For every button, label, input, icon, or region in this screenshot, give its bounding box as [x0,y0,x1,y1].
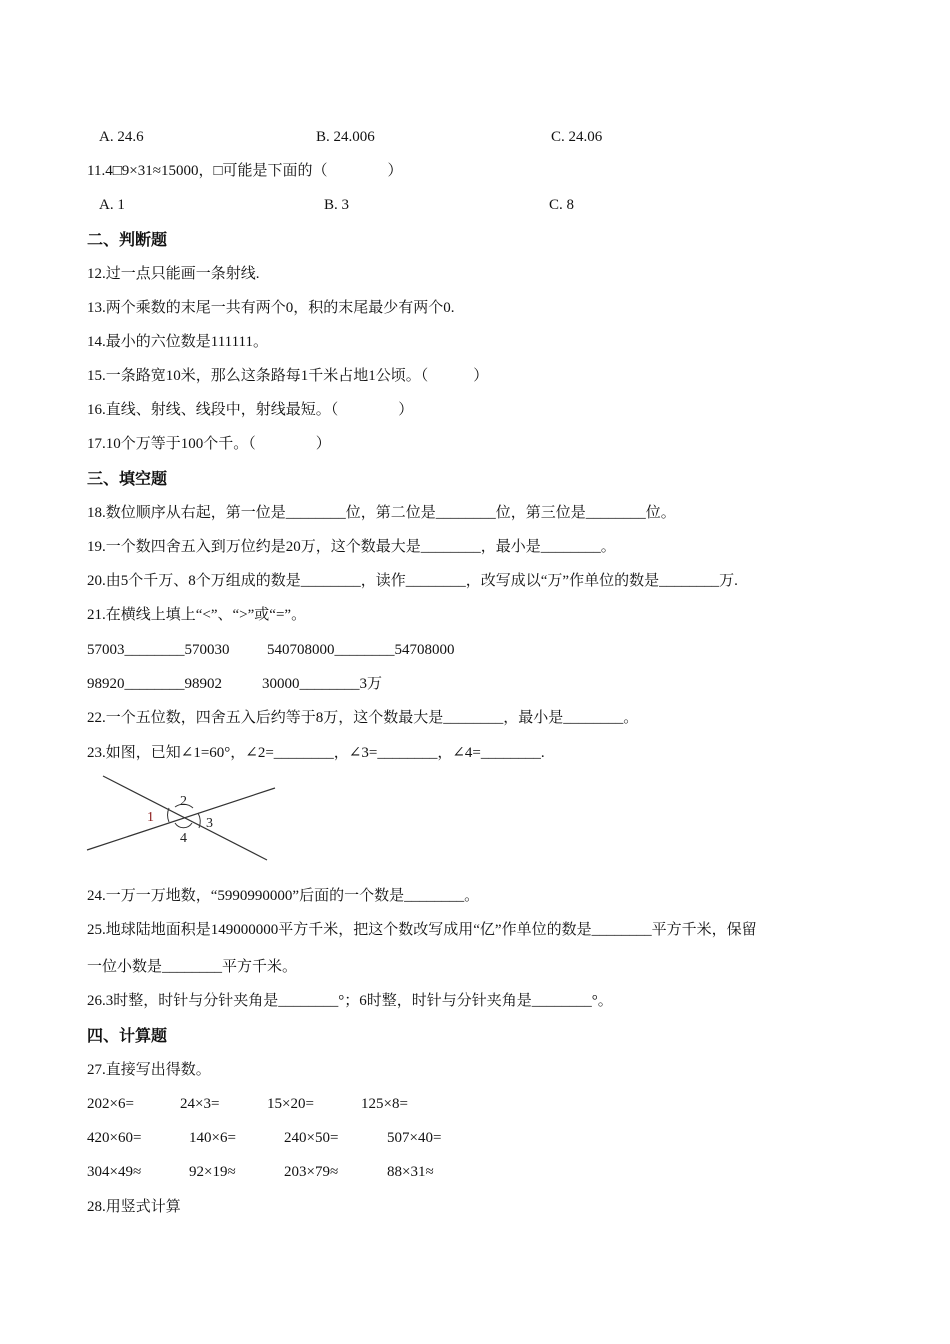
question-24: 24.一万一万地数，“5990990000”后面的一个数是________。 [87,888,480,904]
calc-cell: 507×40= [387,1130,442,1146]
question-25-line-2: 一位小数是________平方千米。 [87,959,298,975]
q11-option-a: A. 1 [99,197,125,213]
question-12: 12.过一点只能画一条射线. [87,266,260,282]
calc-cell: 88×31≈ [387,1164,434,1180]
question-27: 27.直接写出得数。 [87,1062,211,1078]
section-title-calculation: 四、计算题 [87,1026,168,1045]
section-title-fill-blank: 三、填空题 [87,469,168,488]
question-23: 23.如图，已知∠1=60°，∠2=________，∠3=________，∠4=________. [87,745,545,761]
angle-label-1: 1 [147,810,154,825]
calc-cell: 15×20= [267,1096,314,1112]
question-18: 18.数位顺序从右起，第一位是________位，第二位是________位，第三位是________位。 [87,505,676,521]
calc-cell: 92×19≈ [189,1164,236,1180]
calc-cell: 304×49≈ [87,1164,142,1180]
question-15: 15.一条路宽10米，那么这条路每1千米占地1公顷。（ ） [87,368,489,384]
question-19: 19.一个数四舍五入到万位约是20万，这个数最大是________，最小是________。 [87,539,616,555]
q10-option-a: A. 24.6 [99,129,144,145]
question-21: 21.在横线上填上“<”、“>”或“=”。 [87,607,307,623]
question-16: 16.直线、射线、线段中，射线最短。（ ） [87,402,414,418]
q11-option-b: B. 3 [324,197,350,213]
angle-arc-4 [175,823,192,828]
question-17: 17.10个万等于100个千。（ ） [87,436,331,452]
angle-label-2: 2 [180,794,187,809]
q11-stem: 11.4□9×31≈15000，□可能是下面的（ ） [87,163,403,179]
angle-label-3: 3 [206,816,213,831]
calc-cell: 140×6= [189,1130,236,1146]
q10-option-c: C. 24.06 [551,129,603,145]
question-20: 20.由5个千万、8个万组成的数是________，读作________，改写成以“万”作单位的数是________万. [87,573,738,589]
question-28: 28.用竖式计算 [87,1199,181,1215]
question-22: 22.一个五位数，四舍五入后约等于8万，这个数最大是________，最小是________。 [87,710,639,726]
calc-cell: 202×6= [87,1096,134,1112]
intersecting-lines-figure [85,770,280,866]
calc-cell: 125×8= [361,1096,408,1112]
question-25-line-1: 25.地球陆地面积是149000000平方千米，把这个数改写成用“亿”作单位的数是________平方千米，保留 [87,922,757,938]
question-13: 13.两个乘数的末尾一共有两个0，积的末尾最少有两个0. [87,300,455,316]
calc-cell: 420×60= [87,1130,142,1146]
q21-compare-2: 540708000________54708000 [267,642,455,658]
q21-compare-3: 98920________98902 [87,676,222,692]
calc-cell: 240×50= [284,1130,339,1146]
question-14: 14.最小的六位数是111111。 [87,334,268,350]
q21-compare-1: 57003________570030 [87,642,230,658]
calc-cell: 203×79≈ [284,1164,339,1180]
calc-cell: 24×3= [180,1096,220,1112]
q10-option-b: B. 24.006 [316,129,375,145]
q11-option-c: C. 8 [549,197,575,213]
q21-compare-4: 30000________3万 [262,676,383,692]
angle-label-4: 4 [180,831,187,846]
section-title-judgement: 二、判断题 [87,230,168,249]
question-26: 26.3时整，时针与分针夹角是________°；6时整，时针与分针夹角是________°。 [87,993,613,1009]
